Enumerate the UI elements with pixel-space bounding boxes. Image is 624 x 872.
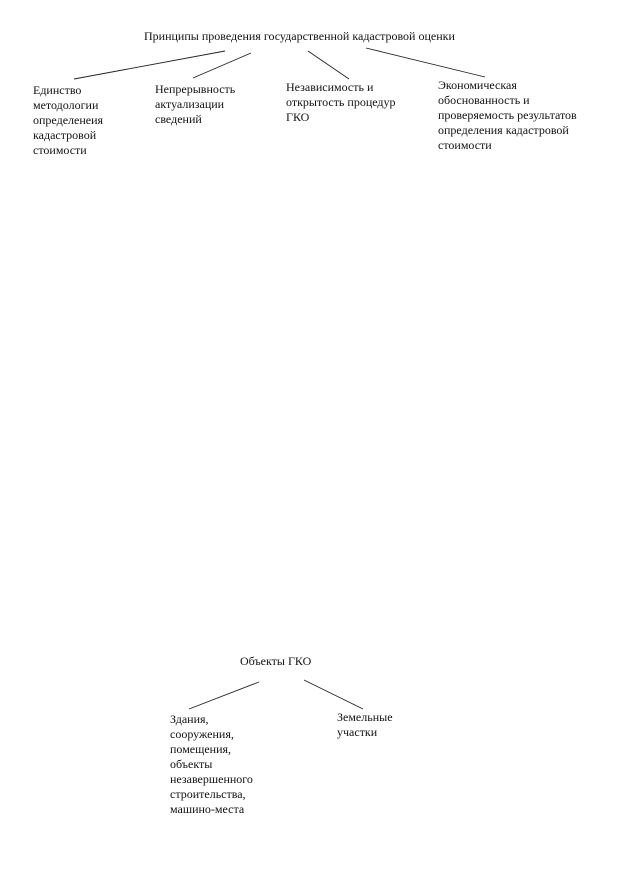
connector-principles-3 [308,51,349,79]
connector-principles-1 [74,51,225,79]
connector-principles-4 [366,48,485,77]
principle-node-2: Непрерывность актуализации сведений [155,82,236,126]
connector-objects-2 [304,680,363,709]
principles-root-node: Принципы проведения государственной кадастровой оценки [144,29,455,43]
object-node-1: Здания, сооружения, помещения, объекты незавершенного строительства, машино-места [170,712,253,816]
principle-node-1: Единство методологии определенеия кадастровой стоимости [33,83,104,157]
object-node-2: Земельные участки [337,710,393,739]
connector-principles-2 [193,53,251,78]
objects-root-node: Объекты ГКО [240,654,312,668]
principle-node-3: Независимость и открытость процедур ГКО [286,80,396,124]
connector-objects-1 [189,682,259,709]
principle-node-4: Экономическая обоснованность и проверяемость результатов определения кадастровой стоимости [438,78,577,152]
